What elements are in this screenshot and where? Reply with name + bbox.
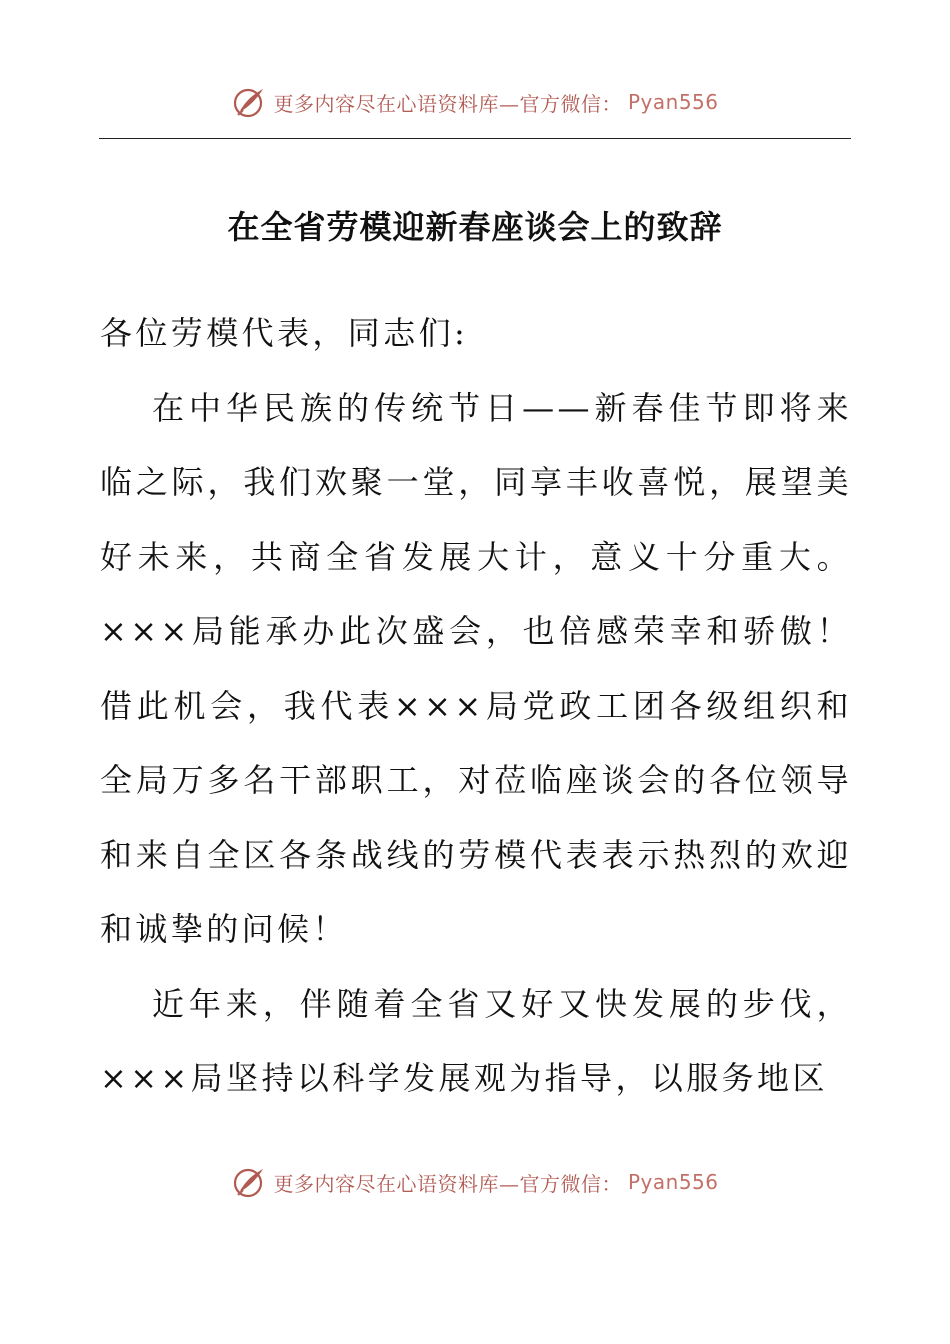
quill-logo-icon xyxy=(231,1164,267,1200)
header-divider xyxy=(99,138,851,139)
quill-logo-icon xyxy=(231,84,267,120)
document-body xyxy=(100,296,852,1116)
watermark-wechat-id: Pyan556 xyxy=(627,1170,719,1194)
watermark-text: 更多内容尽在心语资料库—官方微信： xyxy=(273,91,622,116)
watermark-text: 更多内容尽在心语资料库—官方微信： xyxy=(273,1171,622,1196)
footer-watermark xyxy=(0,1164,950,1200)
paragraph-1: 在中华民族的传统节日——新春佳节即将来临之际，我们欢聚一堂，同享丰收喜悦，展望美好未来，共商全省发展大计，意义十分重大。×××局能承办此次盛会，也倍感荣幸和骄傲！借此机会，我代表×××局党政工团各级组织和全局万多名干部职工，对莅临座谈会的各位领导和来自全区各条战线的劳模代表表示热烈的欢迎和诚挚的问候！ xyxy=(100,388,852,948)
salutation: 各位劳模代表，同志们: xyxy=(100,314,469,352)
paragraph-2: 近年来，伴随着全省又好又快发展的步伐，×××局坚持以科学发展观为指导，以服务地区 xyxy=(100,984,852,1097)
header-watermark xyxy=(0,84,950,120)
document-title: 在全省劳模迎新春座谈会上的致辞 xyxy=(227,208,723,246)
watermark-wechat-id: Pyan556 xyxy=(627,90,719,114)
